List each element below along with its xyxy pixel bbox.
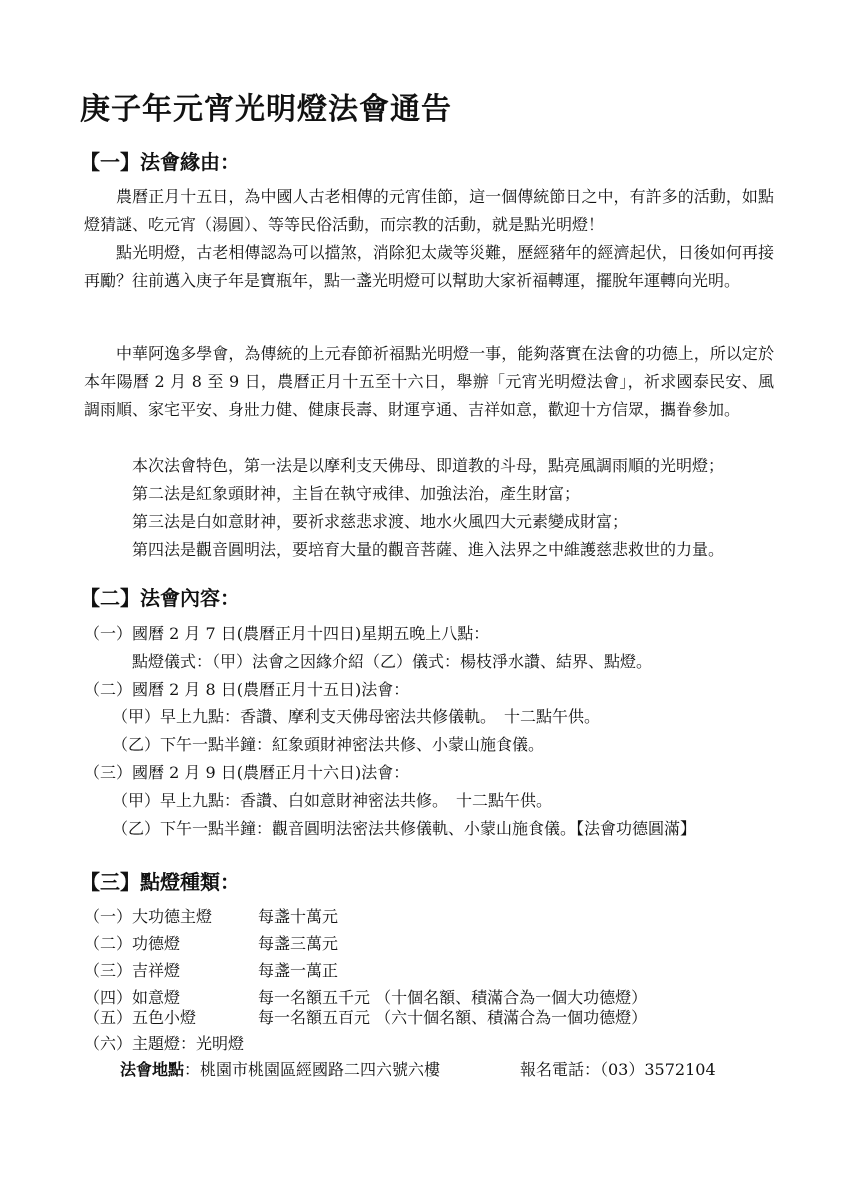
schedule-line: （乙）下午一點半鐘：觀音圓明法密法共修儀軌、小蒙山施食儀。【法會功德圓滿】 — [112, 819, 697, 838]
lamp-price: 每一名額五百元 （六十個名額、積滿合為一個功德燈） — [258, 1008, 648, 1027]
lamp-name: （二）功德燈 — [84, 934, 181, 953]
lamp-row — [84, 930, 338, 958]
schedule-line: （甲）早上九點：香讚、白如意財神密法共修。 十二點午供。 — [112, 791, 553, 810]
event-info — [120, 1056, 716, 1084]
lamp-price: 每盞三萬元 — [258, 934, 339, 953]
registration-phone: 報名電話：（03）3572104 — [520, 1060, 716, 1079]
lamp-name: （三）吉祥燈 — [84, 961, 181, 980]
lamp-name: （四）如意燈 — [84, 988, 181, 1007]
section1-paragraph-3: 中華阿逸多學會，為傳統的上元春節祈福點光明燈一事，能夠落實在法會的功德上，所以定於本年陽曆 2 月 8 至 9 日，農曆正月十五至十六日，舉辦「元宵光明燈法會」，祈求國泰民安、風調雨順、家宅平安、身壯力健、健康長壽、財運亨通、吉祥如意，歡迎十方信眾，攜眷參加。 — [84, 344, 774, 419]
feature-line: 本次法會特色，第一法是以摩利支天佛母、即道教的斗母，點亮風調雨順的光明燈； — [132, 456, 725, 475]
page-title: 庚子年元宵光明燈法會通告 — [80, 92, 452, 127]
section3-heading: 【三】點燈種類： — [80, 870, 240, 894]
schedule-line: 點燈儀式：（甲）法會之因緣介紹（乙）儀式：楊枝淨水讚、結界、點燈。 — [132, 652, 653, 671]
section1-paragraph-2: 點光明燈，古老相傳認為可以擋煞，消除犯太歲等災難，歷經豬年的經濟起伏，日後如何再接再勵？往前邁入庚子年是寶瓶年，點一盞光明燈可以幫助大家祈福轉運，擺脫年運轉向光明。 — [84, 243, 774, 290]
feature-line: 第三法是白如意財神，要祈求慈悲求渡、地水火風四大元素變成財富； — [132, 512, 629, 531]
section1-heading: 【一】法會緣由： — [80, 150, 240, 174]
lamp-name: （六）主題燈：光明燈 — [84, 1034, 245, 1053]
section2-heading: 【二】法會內容： — [80, 586, 240, 610]
schedule-line: （一）國曆 2 月 7 日(農曆正月十四日)星期五晚上八點： — [84, 624, 490, 643]
section1-paragraph-1: 農曆正月十五日，為中國人古老相傳的元宵佳節，這一個傳統節日之中，有許多的活動，如點燈猜謎、吃元宵（湯圓）、等等民俗活動，而宗教的活動，就是點光明燈！ — [84, 187, 774, 234]
feature-line: 第二法是紅象頭財神，主旨在執守戒律、加強法治，產生財富； — [132, 484, 581, 503]
lamp-price: 每盞一萬正 — [258, 961, 339, 980]
feature-line: 第四法是觀音圓明法，要培育大量的觀音菩薩、進入法界之中維護慈悲救世的力量。 — [132, 540, 725, 559]
schedule-line: （二）國曆 2 月 8 日(農曆正月十五日)法會： — [84, 680, 410, 699]
schedule-line: （乙）下午一點半鐘：紅象頭財神密法共修、小蒙山施食儀。 — [112, 735, 545, 754]
lamp-price: 每一名額五千元 （十個名額、積滿合為一個大功德燈） — [258, 988, 648, 1007]
location-label: 法會地點 — [120, 1060, 185, 1079]
lamp-row — [84, 1004, 647, 1032]
lamp-price: 每盞十萬元 — [258, 907, 339, 926]
lamp-row — [84, 903, 338, 931]
schedule-line: （甲）早上九點：香讚、摩利支天佛母密法共修儀軌。 十二點午供。 — [112, 707, 601, 726]
lamp-name: （五）五色小燈 — [84, 1008, 197, 1027]
lamp-row — [84, 957, 338, 985]
lamp-row — [84, 1030, 258, 1058]
location-address: ：桃園市桃園區經國路二四六號六樓 — [184, 1060, 441, 1079]
lamp-name: （一）大功德主燈 — [84, 907, 213, 926]
schedule-line: （三）國曆 2 月 9 日(農曆正月十六日)法會： — [84, 763, 410, 782]
